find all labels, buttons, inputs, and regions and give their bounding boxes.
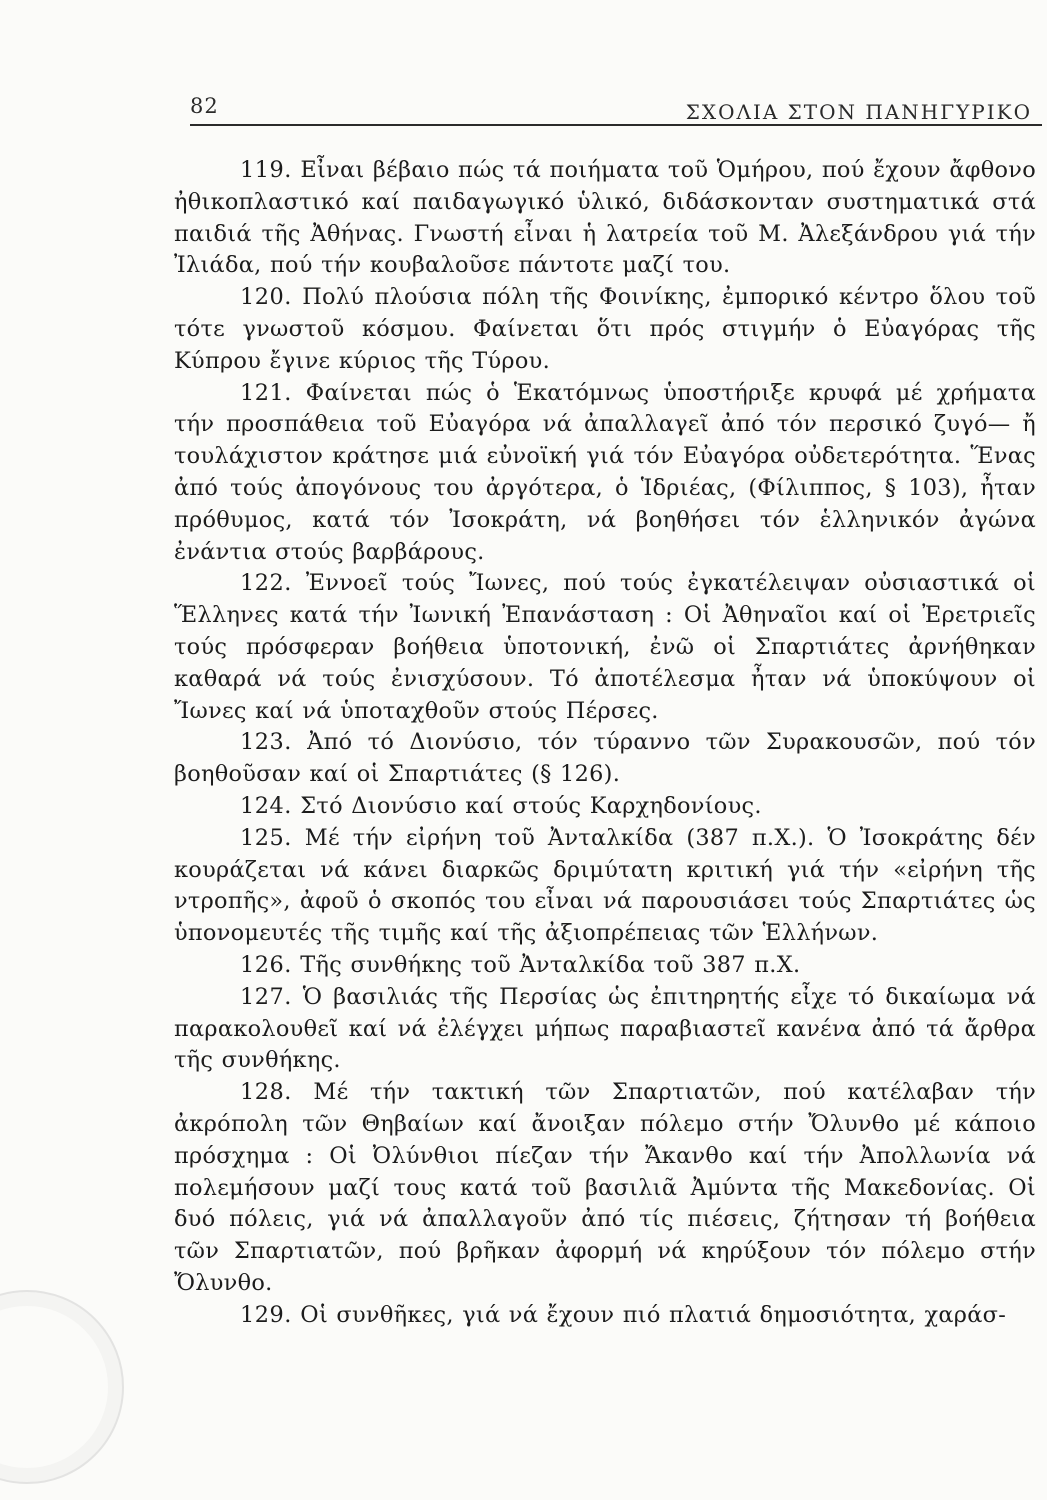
note-number: 120. [240, 284, 292, 311]
note-number: 122. [240, 570, 292, 597]
note-number: 125. [240, 824, 292, 851]
note-text: Τῆς συνθήκης τοῦ Ἀνταλκίδα τοῦ 387 π.Χ. [300, 951, 801, 978]
page-header [190, 88, 1040, 124]
running-title: ΣΧΟΛΙΑ ΣΤΟΝ ΠΑΝΗΓΥΡΙΚΟ [685, 100, 1032, 124]
note-text: Στό Διονύσιο καί στούς Καρχηδονίους. [300, 792, 762, 819]
note-number: 127. [240, 983, 292, 1010]
note-123 [174, 727, 1036, 791]
note-129 [174, 1300, 1036, 1332]
note-text: Ἀπό τό Διονύσιο, τόν τύραννο τῶν Συρακουσῶν, πού τόν βοηθοῦσαν καί οἱ Σπαρτιάτες (§ 126). [174, 729, 1036, 788]
note-text: Μέ τήν εἰρήνη τοῦ Ἀνταλκίδα (387 π.Χ.). Ὁ Ἰσοκράτης δέν κουράζεται νά κάνει διαρκῶς δριμύτατη κριτική γιά τήν «εἰρήνη τῆς ντροπῆς», ἀφοῦ ὁ σκοπός του εἶναι νά παρουσιάσει τούς Σπαρτιάτες ὡς ὑπονομευτές τῆς τιμῆς καί τῆς ἀξιοπρέπειας τῶν Ἑλλήνων. [174, 824, 1036, 947]
note-121 [174, 378, 1036, 569]
library-stamp-watermark [0, 1290, 124, 1484]
note-125 [174, 823, 1036, 950]
note-number: 123. [240, 729, 292, 756]
note-text: Οἱ συνθῆκες, γιά νά ἔχουν πιό πλατιά δημοσιότητα, χαράσ- [300, 1301, 1007, 1328]
note-number: 129. [240, 1301, 292, 1328]
note-text: Ὁ βασιλιάς τῆς Περσίας ὡς ἐπιτηρητής εἶχε τό δικαίωμα νά παρακολουθεῖ καί νά ἐλέγχει μήπως παραβιαστεῖ κανένα ἀπό τά ἄρθρα τῆς συνθήκης. [174, 983, 1036, 1074]
note-number: 126. [240, 951, 292, 978]
note-text: Ἐννοεῖ τούς Ἴωνες, πού τούς ἐγκατέλειψαν οὐσιαστικά οἱ Ἕλληνες κατά τήν Ἰωνική Ἐπανάσταση : Οἱ Ἀθηναῖοι καί οἱ Ἐρετριεῖς τούς πρόσφεραν βοήθεια ὑποτονική, ἐνῶ οἱ Σπαρτιάτες ἀρνήθηκαν καθαρά νά τούς ἐνισχύσουν. Τό ἀποτέλεσμα ἦταν νά ὑποκύψουν οἱ Ἴωνες καί νά ὑποταχθοῦν στούς Πέρσες. [174, 570, 1036, 724]
note-number: 119. [240, 157, 292, 183]
header-rule [190, 124, 1042, 126]
note-number: 124. [240, 792, 292, 819]
note-number: 121. [240, 379, 292, 406]
page-number: 82 [190, 94, 219, 118]
note-text: Εἶναι βέβαιο πώς τά ποιήματα τοῦ Ὁμήρου, πού ἔχουν ἄφθονο ἠθικοπλαστικό καί παιδαγωγικό ὑλικό, διδάσκονταν συστηματικά στά παιδιά τῆς Ἀθήνας. Γνωστή εἶναι ἡ λατρεία τοῦ Μ. Ἀλεξάνδρου γιά τήν Ἰλιάδα, πού τήν κουβαλοῦσε πάντοτε μαζί του. [174, 157, 1036, 279]
note-number: 128. [240, 1079, 292, 1106]
note-127 [174, 982, 1036, 1077]
note-119 [174, 155, 1036, 282]
notes-body [174, 155, 1036, 1331]
note-126 [174, 950, 1036, 982]
note-text: Φαίνεται πώς ὁ Ἑκατόμνως ὑποστήριξε κρυφά μέ χρήματα τήν προσπάθεια τοῦ Εὐαγόρα νά ἀπαλλαγεῖ ἀπό τόν περσικό ζυγό— ἤ τουλάχιστον κράτησε μιά εὐνοϊκή γιά τόν Εὐαγόρα οὐδετερότητα. Ἕνας ἀπό τούς ἀπογόνους του ἀργότερα, ὁ Ἱδριέας, (Φίλιππος, § 103), ἦταν πρόθυμος, κατά τόν Ἰσοκράτη, νά βοηθήσει τόν ἑλληνικόν ἀγώνα ἐνάντια στούς βαρβάρους. [174, 379, 1037, 565]
note-text: Πολύ πλούσια πόλη τῆς Φοινίκης, ἐμπορικό κέντρο ὅλου τοῦ τότε γνωστοῦ κόσμου. Φαίνεται ὅτι πρός στιγμήν ὁ Εὐαγόρας τῆς Κύπρου ἔγινε κύριος τῆς Τύρου. [174, 284, 1036, 374]
note-120 [174, 282, 1036, 377]
note-text: Μέ τήν τακτική τῶν Σπαρτιατῶν, πού κατέλαβαν τήν ἀκρόπολη τῶν Θηβαίων καί ἄνοιξαν πόλεμο στήν Ὄλυνθο μέ κάποιο πρόσχημα : Οἱ Ὀλύνθιοι πίεζαν τήν Ἄκανθο καί τήν Ἀπολλωνία νά πολεμήσουν μαζί τους κατά τοῦ βασιλιᾶ Ἀμύντα τῆς Μακεδονίας. Οἱ δυό πόλεις, γιά νά ἀπαλλαγοῦν ἀπό τίς πιέσεις, ζήτησαν τή βοήθεια τῶν Σπαρτιατῶν, πού βρῆκαν ἀφορμή νά κηρύξουν τόν πόλεμο στήν Ὄλυνθο. [174, 1079, 1037, 1296]
note-128 [174, 1077, 1036, 1300]
note-124 [174, 791, 1036, 823]
note-122 [174, 568, 1036, 727]
